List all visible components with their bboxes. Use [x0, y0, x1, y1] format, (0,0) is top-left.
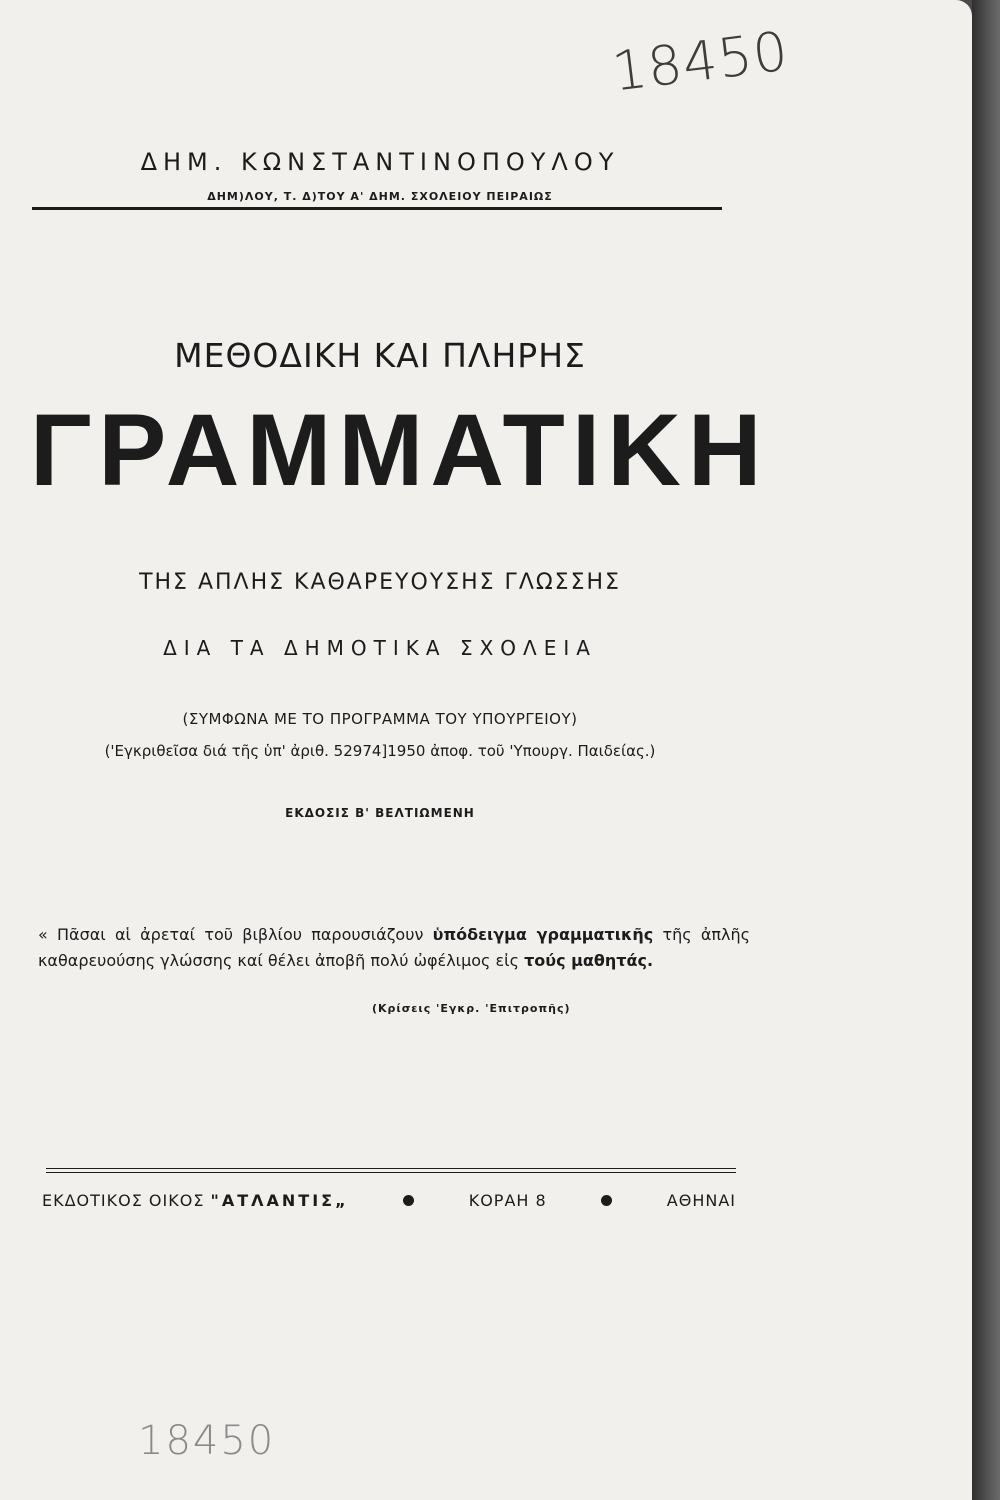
- author-name: ΔΗΜ. ΚΩΝΣΤΑΝΤΙΝΟΠΟΥΛΟΥ: [140, 148, 620, 176]
- quote-text-1: « Πᾶσαι αἱ ἀρεταί τοῦ βιβλίου παρουσιάζουν: [38, 925, 433, 944]
- handwritten-catalog-number-bottom: 18450: [138, 1418, 276, 1464]
- review-quote: [38, 922, 750, 974]
- footer-divider-bottom: [46, 1172, 736, 1173]
- publisher-house-label: ΕΚΔΟΤΙΚΟΣ ΟΙΚΟΣ: [42, 1190, 205, 1210]
- quote-source: (Κρίσεις 'Εγκρ. 'Επιτροπῆς): [372, 1002, 571, 1015]
- edition-line: ΕΚΔΟΣΙΣ Β' ΒΕΛΤΙΩΜΕΝΗ: [285, 806, 475, 820]
- approval-note: ('Εγκριθεῖσα διά τῆς ὑπ' ἀριθ. 52974]1950 ἀποφ. τοῦ 'Υπουργ. Παιδείας.): [104, 742, 656, 760]
- bullet-dot: [403, 1195, 414, 1206]
- footer-divider-top: [46, 1168, 736, 1169]
- handwritten-catalog-number: 18450: [608, 19, 792, 104]
- bullet-dot: [601, 1195, 612, 1206]
- publisher-address: ΚΟΡΑΗ 8: [468, 1190, 547, 1210]
- header-divider: [32, 207, 722, 210]
- quote-text-2: τῆς ἀπλῆς καθαρευούσης γλώσσης καί θέλει ἀποβῆ πολύ ὠφέλιμος εἰς: [38, 925, 751, 970]
- program-note: (ΣΥΜΦΩΝΑ ΜΕ ΤΟ ΠΡΟΓΡΑΜΜΑ ΤΟΥ ΥΠΟΥΡΓΕΙΟΥ): [182, 710, 578, 728]
- publisher-city: ΑΘΗΝΑΙ: [666, 1190, 736, 1210]
- quote-bold-1: ὑπόδειγμα γραμματικῆς: [432, 925, 654, 944]
- publisher-label: [42, 1191, 349, 1210]
- scan-edge-shadow: [972, 0, 1000, 1500]
- publisher-footer: [42, 1188, 736, 1212]
- author-title: ΔΗΜ)ΛΟΥ, Τ. Δ)ΤΟΥ Α' ΔΗΜ. ΣΧΟΛΕΙΟΥ ΠΕΙΡΑΙΩΣ: [207, 190, 553, 203]
- audience-line: ΔΙΑ ΤΑ ΔΗΜΟΤΙΚΑ ΣΧΟΛΕΙΑ: [163, 636, 597, 660]
- book-title: ΓΡΑΜΜΑΤΙΚΗ: [30, 393, 769, 507]
- pre-title: ΜΕΘΟΔΙΚΗ ΚΑΙ ΠΛΗΡΗΣ: [174, 336, 586, 375]
- publisher-name: "ΑΤΛΑΝΤΙΣ„: [210, 1190, 349, 1210]
- book-subtitle: ΤΗΣ ΑΠΛΗΣ ΚΑΘΑΡΕΥΟΥΣΗΣ ΓΛΩΣΣΗΣ: [139, 570, 621, 595]
- quote-bold-2: τούς μαθητάς.: [524, 951, 654, 970]
